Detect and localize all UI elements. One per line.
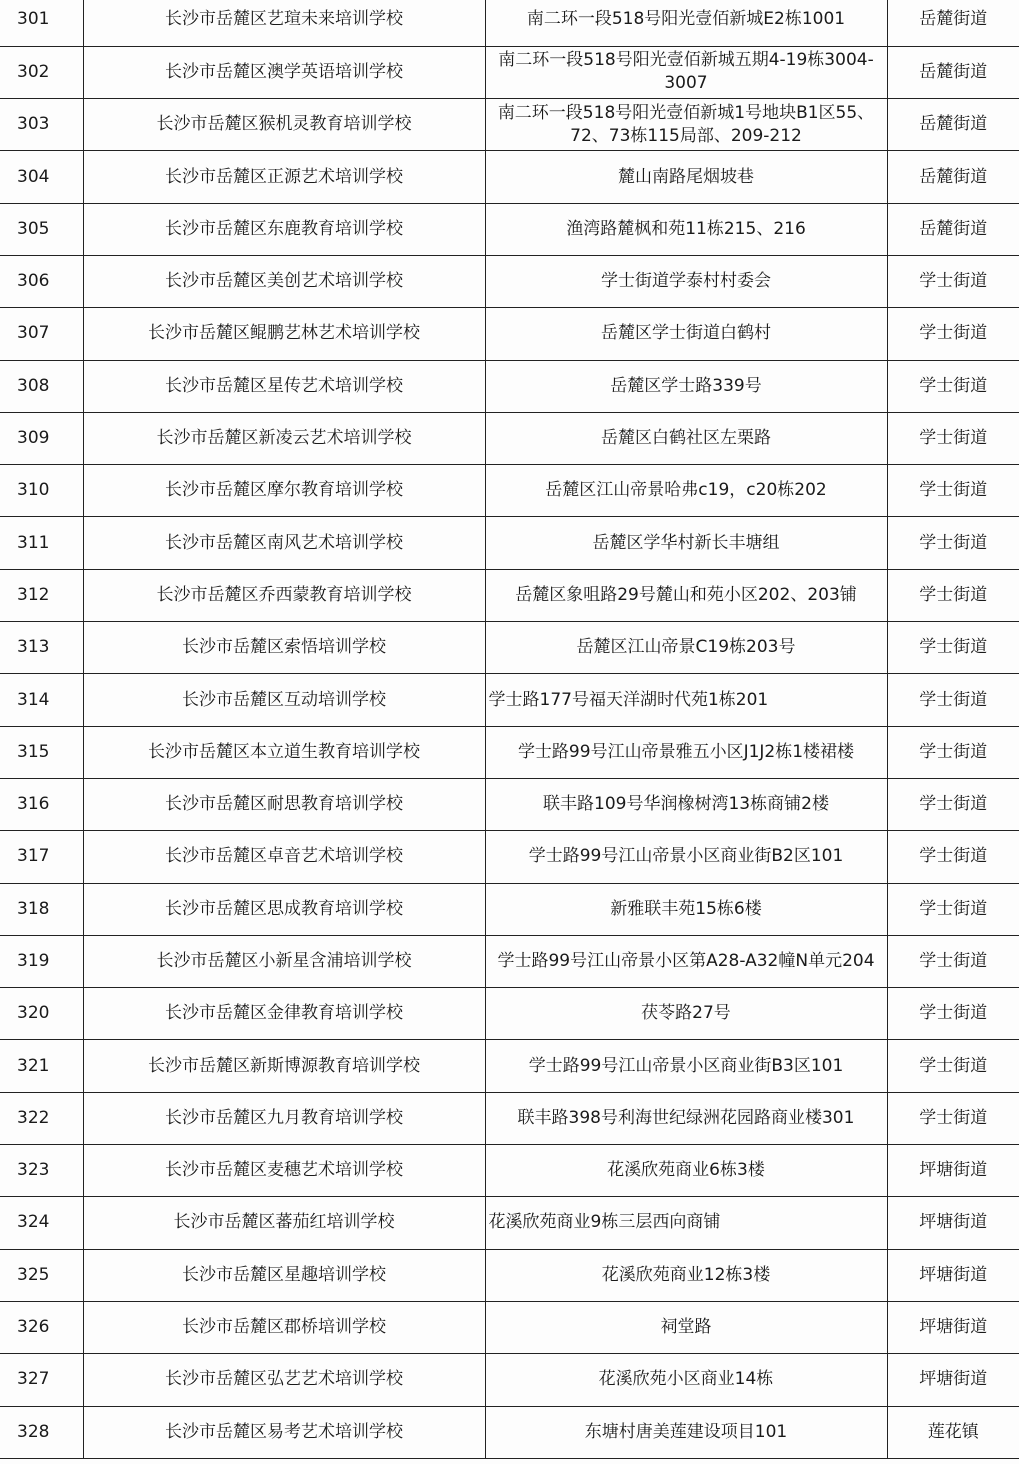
school-name: 长沙市岳麓区弘艺艺术培训学校 [83, 1354, 485, 1406]
row-number: 328 [0, 1406, 83, 1458]
row-number: 321 [0, 1040, 83, 1092]
subdistrict: 学士街道 [887, 517, 1019, 569]
row-number: 327 [0, 1354, 83, 1406]
row-number: 323 [0, 1145, 83, 1197]
school-name: 长沙市岳麓区郡桥培训学校 [83, 1301, 485, 1353]
row-number: 322 [0, 1092, 83, 1144]
school-address: 联丰路398号利海世纪绿洲花园路商业楼301 [485, 1092, 887, 1144]
subdistrict: 岳麓街道 [887, 203, 1019, 255]
school-name: 长沙市岳麓区正源艺术培训学校 [83, 151, 485, 203]
school-address: 花溪欣苑小区商业14栋 [485, 1354, 887, 1406]
table-row [0, 255, 1019, 307]
school-address: 学士街道学泰村村委会 [485, 255, 887, 307]
school-address: 南二环一段518号阳光壹佰新城E2栋1001 [485, 0, 887, 46]
row-number: 308 [0, 360, 83, 412]
subdistrict: 学士街道 [887, 1040, 1019, 1092]
school-name: 长沙市岳麓区新斯博源教育培训学校 [83, 1040, 485, 1092]
school-name: 长沙市岳麓区思成教育培训学校 [83, 883, 485, 935]
row-number: 309 [0, 412, 83, 464]
subdistrict: 学士街道 [887, 465, 1019, 517]
school-address: 花溪欣苑商业9栋三层西向商铺 [485, 1197, 887, 1249]
row-number: 314 [0, 674, 83, 726]
school-name: 长沙市岳麓区艺瑄未来培训学校 [83, 0, 485, 46]
row-number: 325 [0, 1249, 83, 1301]
subdistrict: 岳麓街道 [887, 46, 1019, 98]
row-number: 316 [0, 778, 83, 830]
table-row [0, 1354, 1019, 1406]
subdistrict: 莲花镇 [887, 1406, 1019, 1458]
table-row [0, 99, 1019, 151]
school-name: 长沙市岳麓区星传艺术培训学校 [83, 360, 485, 412]
subdistrict: 学士街道 [887, 622, 1019, 674]
row-number: 301 [0, 0, 83, 46]
school-name: 长沙市岳麓区金律教育培训学校 [83, 988, 485, 1040]
school-address: 联丰路109号华润橡树湾13栋商铺2楼 [485, 778, 887, 830]
row-number: 304 [0, 151, 83, 203]
row-number: 306 [0, 255, 83, 307]
school-address: 岳麓区江山帝景C19栋203号 [485, 622, 887, 674]
subdistrict: 学士街道 [887, 674, 1019, 726]
table-row [0, 360, 1019, 412]
school-address: 岳麓区象咀路29号麓山和苑小区202、203铺 [485, 569, 887, 621]
subdistrict: 学士街道 [887, 255, 1019, 307]
school-name: 长沙市岳麓区九月教育培训学校 [83, 1092, 485, 1144]
subdistrict: 学士街道 [887, 569, 1019, 621]
school-address: 花溪欣苑商业12栋3楼 [485, 1249, 887, 1301]
school-name: 长沙市岳麓区澳学英语培训学校 [83, 46, 485, 98]
table-row [0, 517, 1019, 569]
school-name: 长沙市岳麓区新凌云艺术培训学校 [83, 412, 485, 464]
school-address: 南二环一段518号阳光壹佰新城1号地块B1区55、72、73栋115局部、209-212 [485, 99, 887, 151]
school-address: 渔湾路麓枫和苑11栋215、216 [485, 203, 887, 255]
table-row [0, 778, 1019, 830]
school-name: 长沙市岳麓区东鹿教育培训学校 [83, 203, 485, 255]
school-address: 岳麓区白鹤社区左栗路 [485, 412, 887, 464]
table-row [0, 1145, 1019, 1197]
school-address: 学士路99号江山帝景小区第A28-A32幢N单元204 [485, 935, 887, 987]
row-number: 303 [0, 99, 83, 151]
table-row [0, 883, 1019, 935]
table-row [0, 1197, 1019, 1249]
school-name: 长沙市岳麓区猴机灵教育培训学校 [83, 99, 485, 151]
school-address: 岳麓区学士街道白鹤村 [485, 308, 887, 360]
table-row [0, 831, 1019, 883]
school-name: 长沙市岳麓区鲲鹏艺林艺术培训学校 [83, 308, 485, 360]
subdistrict: 坪塘街道 [887, 1249, 1019, 1301]
subdistrict: 学士街道 [887, 308, 1019, 360]
school-name: 长沙市岳麓区本立道生教育培训学校 [83, 726, 485, 778]
school-name: 长沙市岳麓区摩尔教育培训学校 [83, 465, 485, 517]
subdistrict: 学士街道 [887, 831, 1019, 883]
school-address: 南二环一段518号阳光壹佰新城五期4-19栋3004-3007 [485, 46, 887, 98]
table-row [0, 1406, 1019, 1458]
school-address: 学士路99号江山帝景雅五小区J1J2栋1楼裙楼 [485, 726, 887, 778]
school-name: 长沙市岳麓区索悟培训学校 [83, 622, 485, 674]
subdistrict: 学士街道 [887, 726, 1019, 778]
row-number: 307 [0, 308, 83, 360]
school-name: 长沙市岳麓区南风艺术培训学校 [83, 517, 485, 569]
row-number: 324 [0, 1197, 83, 1249]
subdistrict: 学士街道 [887, 412, 1019, 464]
subdistrict: 学士街道 [887, 935, 1019, 987]
row-number: 315 [0, 726, 83, 778]
school-name: 长沙市岳麓区蕃茄红培训学校 [83, 1197, 485, 1249]
subdistrict: 学士街道 [887, 883, 1019, 935]
table-row [0, 151, 1019, 203]
school-address: 东塘村唐美莲建设项目101 [485, 1406, 887, 1458]
school-address: 岳麓区江山帝景哈弗c19，c20栋202 [485, 465, 887, 517]
subdistrict: 学士街道 [887, 1092, 1019, 1144]
subdistrict: 岳麓街道 [887, 151, 1019, 203]
row-number: 317 [0, 831, 83, 883]
row-number: 318 [0, 883, 83, 935]
subdistrict: 学士街道 [887, 988, 1019, 1040]
row-number: 305 [0, 203, 83, 255]
school-address: 学士路177号福天洋湖时代苑1栋201 [485, 674, 887, 726]
school-name: 长沙市岳麓区卓音艺术培训学校 [83, 831, 485, 883]
school-address: 花溪欣苑商业6栋3楼 [485, 1145, 887, 1197]
row-number: 310 [0, 465, 83, 517]
school-name: 长沙市岳麓区美创艺术培训学校 [83, 255, 485, 307]
school-name: 长沙市岳麓区乔西蒙教育培训学校 [83, 569, 485, 621]
table-row [0, 203, 1019, 255]
row-number: 313 [0, 622, 83, 674]
subdistrict: 坪塘街道 [887, 1354, 1019, 1406]
row-number: 319 [0, 935, 83, 987]
table-row [0, 1249, 1019, 1301]
school-address: 麓山南路尾烟坡巷 [485, 151, 887, 203]
table-row [0, 988, 1019, 1040]
row-number: 312 [0, 569, 83, 621]
school-name: 长沙市岳麓区互动培训学校 [83, 674, 485, 726]
row-number: 311 [0, 517, 83, 569]
table-row [0, 308, 1019, 360]
subdistrict: 坪塘街道 [887, 1145, 1019, 1197]
school-name: 长沙市岳麓区易考艺术培训学校 [83, 1406, 485, 1458]
school-address: 新雅联丰苑15栋6楼 [485, 883, 887, 935]
table-row [0, 726, 1019, 778]
table-row [0, 1040, 1019, 1092]
table-row [0, 0, 1019, 46]
school-address: 茯苓路27号 [485, 988, 887, 1040]
table-row [0, 465, 1019, 517]
subdistrict: 岳麓街道 [887, 99, 1019, 151]
subdistrict: 学士街道 [887, 360, 1019, 412]
school-address: 祠堂路 [485, 1301, 887, 1353]
table-row [0, 622, 1019, 674]
row-number: 320 [0, 988, 83, 1040]
school-address: 岳麓区学华村新长丰塘组 [485, 517, 887, 569]
table-row [0, 46, 1019, 98]
row-number: 302 [0, 46, 83, 98]
table-row [0, 674, 1019, 726]
school-name: 长沙市岳麓区小新星含浦培训学校 [83, 935, 485, 987]
table-row [0, 935, 1019, 987]
subdistrict: 坪塘街道 [887, 1197, 1019, 1249]
school-address: 学士路99号江山帝景小区商业街B3区101 [485, 1040, 887, 1092]
table-row [0, 1092, 1019, 1144]
row-number: 326 [0, 1301, 83, 1353]
school-address: 岳麓区学士路339号 [485, 360, 887, 412]
table-row [0, 569, 1019, 621]
school-name: 长沙市岳麓区星趣培训学校 [83, 1249, 485, 1301]
table-row [0, 1301, 1019, 1353]
subdistrict: 岳麓街道 [887, 0, 1019, 46]
school-name: 长沙市岳麓区耐思教育培训学校 [83, 778, 485, 830]
subdistrict: 坪塘街道 [887, 1301, 1019, 1353]
school-address: 学士路99号江山帝景小区商业街B2区101 [485, 831, 887, 883]
school-name: 长沙市岳麓区麦穗艺术培训学校 [83, 1145, 485, 1197]
subdistrict: 学士街道 [887, 778, 1019, 830]
table-row [0, 412, 1019, 464]
